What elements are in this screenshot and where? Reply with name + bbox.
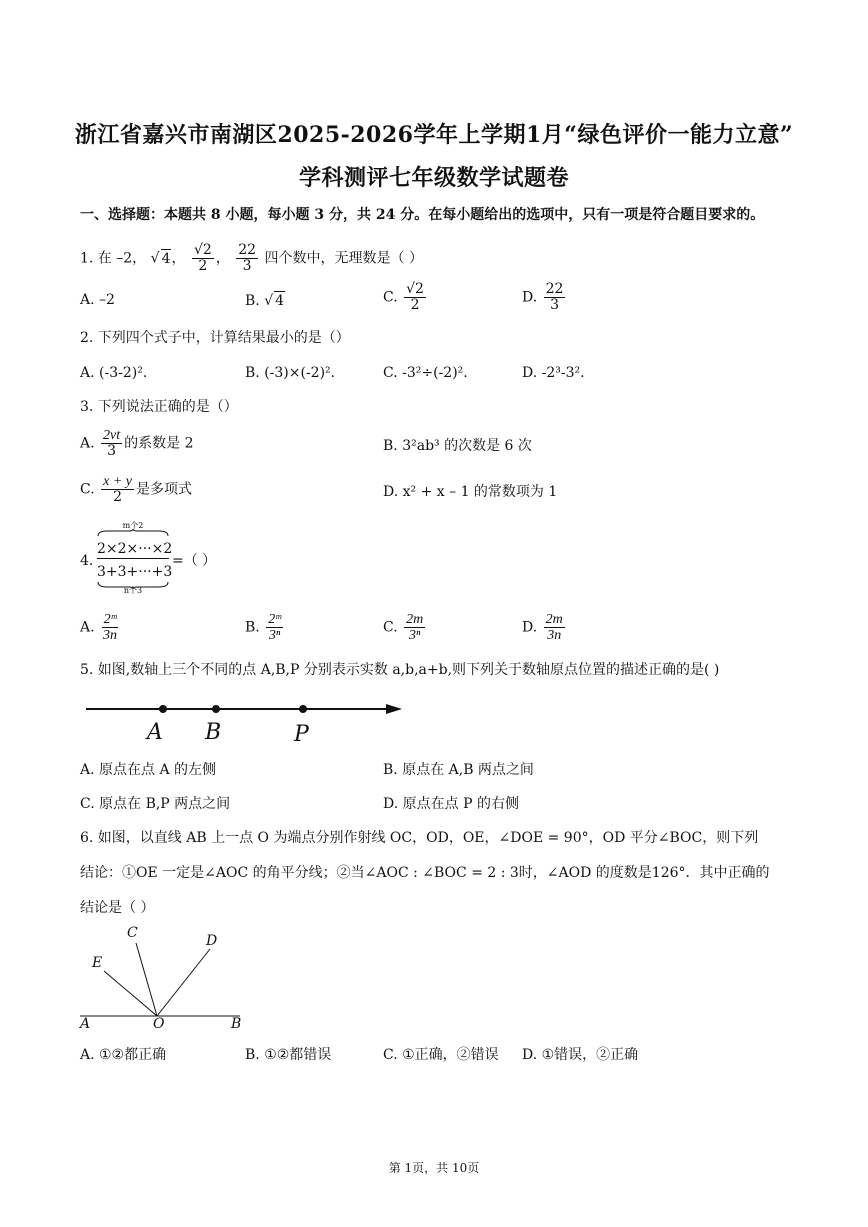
label-point-b: B: [205, 720, 222, 745]
exam-title-line1: 浙江省嘉兴市南湖区2025-2026学年上学期1月“绿色评价一能力立意”: [74, 122, 794, 148]
brace-top-label: m个2: [122, 521, 144, 530]
label-c: C: [127, 925, 138, 941]
label-point-a: A: [147, 720, 163, 745]
question-5-option-c[interactable]: C. 原点在 B,P 两点之间: [80, 796, 231, 812]
question-3-option-a[interactable]: A. $\frac{2vt}{3}$ 的系数是 2: [80, 428, 194, 459]
question-4-denominator: 3+3+···+3: [97, 564, 173, 580]
question-1-option-b[interactable]: B. √ 4: [245, 293, 285, 309]
question-3-stem: 3. 下列说法正确的是（）: [80, 399, 238, 415]
fraction: $\frac{22}{3}$: [238, 242, 257, 274]
question-3-option-b[interactable]: B. 3²ab³ 的次数是 6 次: [383, 438, 532, 454]
fraction: $\frac{√2}{2}$: [193, 242, 212, 274]
ray-oc: [136, 943, 157, 1016]
label-b: B: [231, 1016, 242, 1032]
question-4-tail: =（ ）: [172, 553, 217, 569]
label-d: D: [206, 933, 218, 949]
label-e: E: [92, 955, 103, 971]
label-point-p: P: [294, 722, 309, 747]
point-b: [212, 705, 220, 713]
number-line-diagram: [84, 700, 406, 720]
label-o: O: [153, 1016, 165, 1032]
brace-bottom-label: n个3: [123, 586, 143, 595]
label-a: A: [80, 1016, 91, 1032]
question-6-option-d[interactable]: D. ①错误，②正确: [522, 1047, 639, 1063]
question-4-label: 4.: [80, 553, 94, 569]
question-5-option-d[interactable]: D. 原点在点 P 的右侧: [383, 796, 519, 812]
question-1-option-d[interactable]: D. $\frac{22}{3}$: [522, 281, 564, 313]
question-4-option-d[interactable]: D. $\frac{2m}{3n}$: [522, 612, 563, 643]
question-2-stem: 2. 下列四个式子中，计算结果最小的是（）: [80, 330, 350, 346]
question-1-option-a[interactable]: A. –2: [80, 292, 115, 308]
question-5-option-a[interactable]: A. 原点在点 A 的左侧: [80, 762, 217, 778]
brace-top-icon: [97, 529, 169, 537]
question-4-option-b[interactable]: B. $\frac{\text{2ᵐ}}{\text{3ⁿ}}$: [245, 612, 282, 643]
question-6-option-b[interactable]: B. ①②都错误: [245, 1047, 332, 1063]
question-1-stem: 1. 在 –2， √ 4， $\frac{√2}{2}$ ， $\frac{22}{3}$ 四个数中，无理数是（ ）: [80, 242, 423, 274]
question-4-option-c[interactable]: C. $\frac{2m}{\text{3ⁿ}}$: [383, 612, 424, 643]
page-footer: 第 1页，共 10页: [388, 1161, 480, 1175]
question-4-option-a[interactable]: A. $\frac{\text{2ᵐ}}{3n}$: [80, 612, 118, 643]
ray-od: [157, 949, 210, 1016]
question-6-line1: 6. 如图，以直线 AB 上一点 O 为端点分别作射线 OC，OD，OE，∠DOE = 90°，OD 平分∠BOC，则下列: [80, 830, 759, 846]
question-6-option-c[interactable]: C. ①正确，②错误: [383, 1047, 499, 1063]
point-a: [159, 705, 167, 713]
question-1-option-c[interactable]: C. $\frac{√2}{2}$: [383, 281, 424, 313]
section-header: 一、选择题：本题共 8 小题，每小题 3 分，共 24 分。在每小题给出的选项中，只有一项是符合题目要求的。: [80, 207, 765, 223]
question-5-stem: 5. 如图,数轴上三个不同的点 A,B,P 分别表示实数 a,b,a+b,则下列关于数轴原点位置的描述正确的是( ): [80, 662, 720, 678]
question-2-option-d[interactable]: D. -2³-3².: [522, 365, 585, 381]
question-2-option-a[interactable]: A. (-3-2)².: [80, 365, 148, 381]
exam-title-line2: 学科测评七年级数学试题卷: [298, 165, 569, 191]
question-6-line2: 结论：①OE 一定是∠AOC 的角平分线；②当∠AOC : ∠BOC = 2 : 3时，∠AOD 的度数是126°．其中正确的: [80, 865, 770, 881]
question-2-option-b[interactable]: B. (-3)×(-2)².: [245, 365, 336, 381]
point-p: [299, 705, 307, 713]
question-2-option-c[interactable]: C. -3²÷(-2)².: [383, 365, 468, 381]
question-6-line3: 结论是（ ）: [80, 900, 155, 916]
question-5-option-b[interactable]: B. 原点在 A,B 两点之间: [383, 762, 534, 778]
question-6-option-a[interactable]: A. ①②都正确: [80, 1047, 167, 1063]
question-3-option-c[interactable]: C. $\frac{x + y}{2}$ 是多项式: [80, 474, 192, 505]
question-3-option-d[interactable]: D. x² + x – 1 的常数项为 1: [383, 484, 558, 500]
ray-oe: [104, 971, 157, 1016]
question-4-numerator: 2×2×···×2: [97, 541, 173, 557]
arrow-head-icon: [386, 704, 402, 714]
